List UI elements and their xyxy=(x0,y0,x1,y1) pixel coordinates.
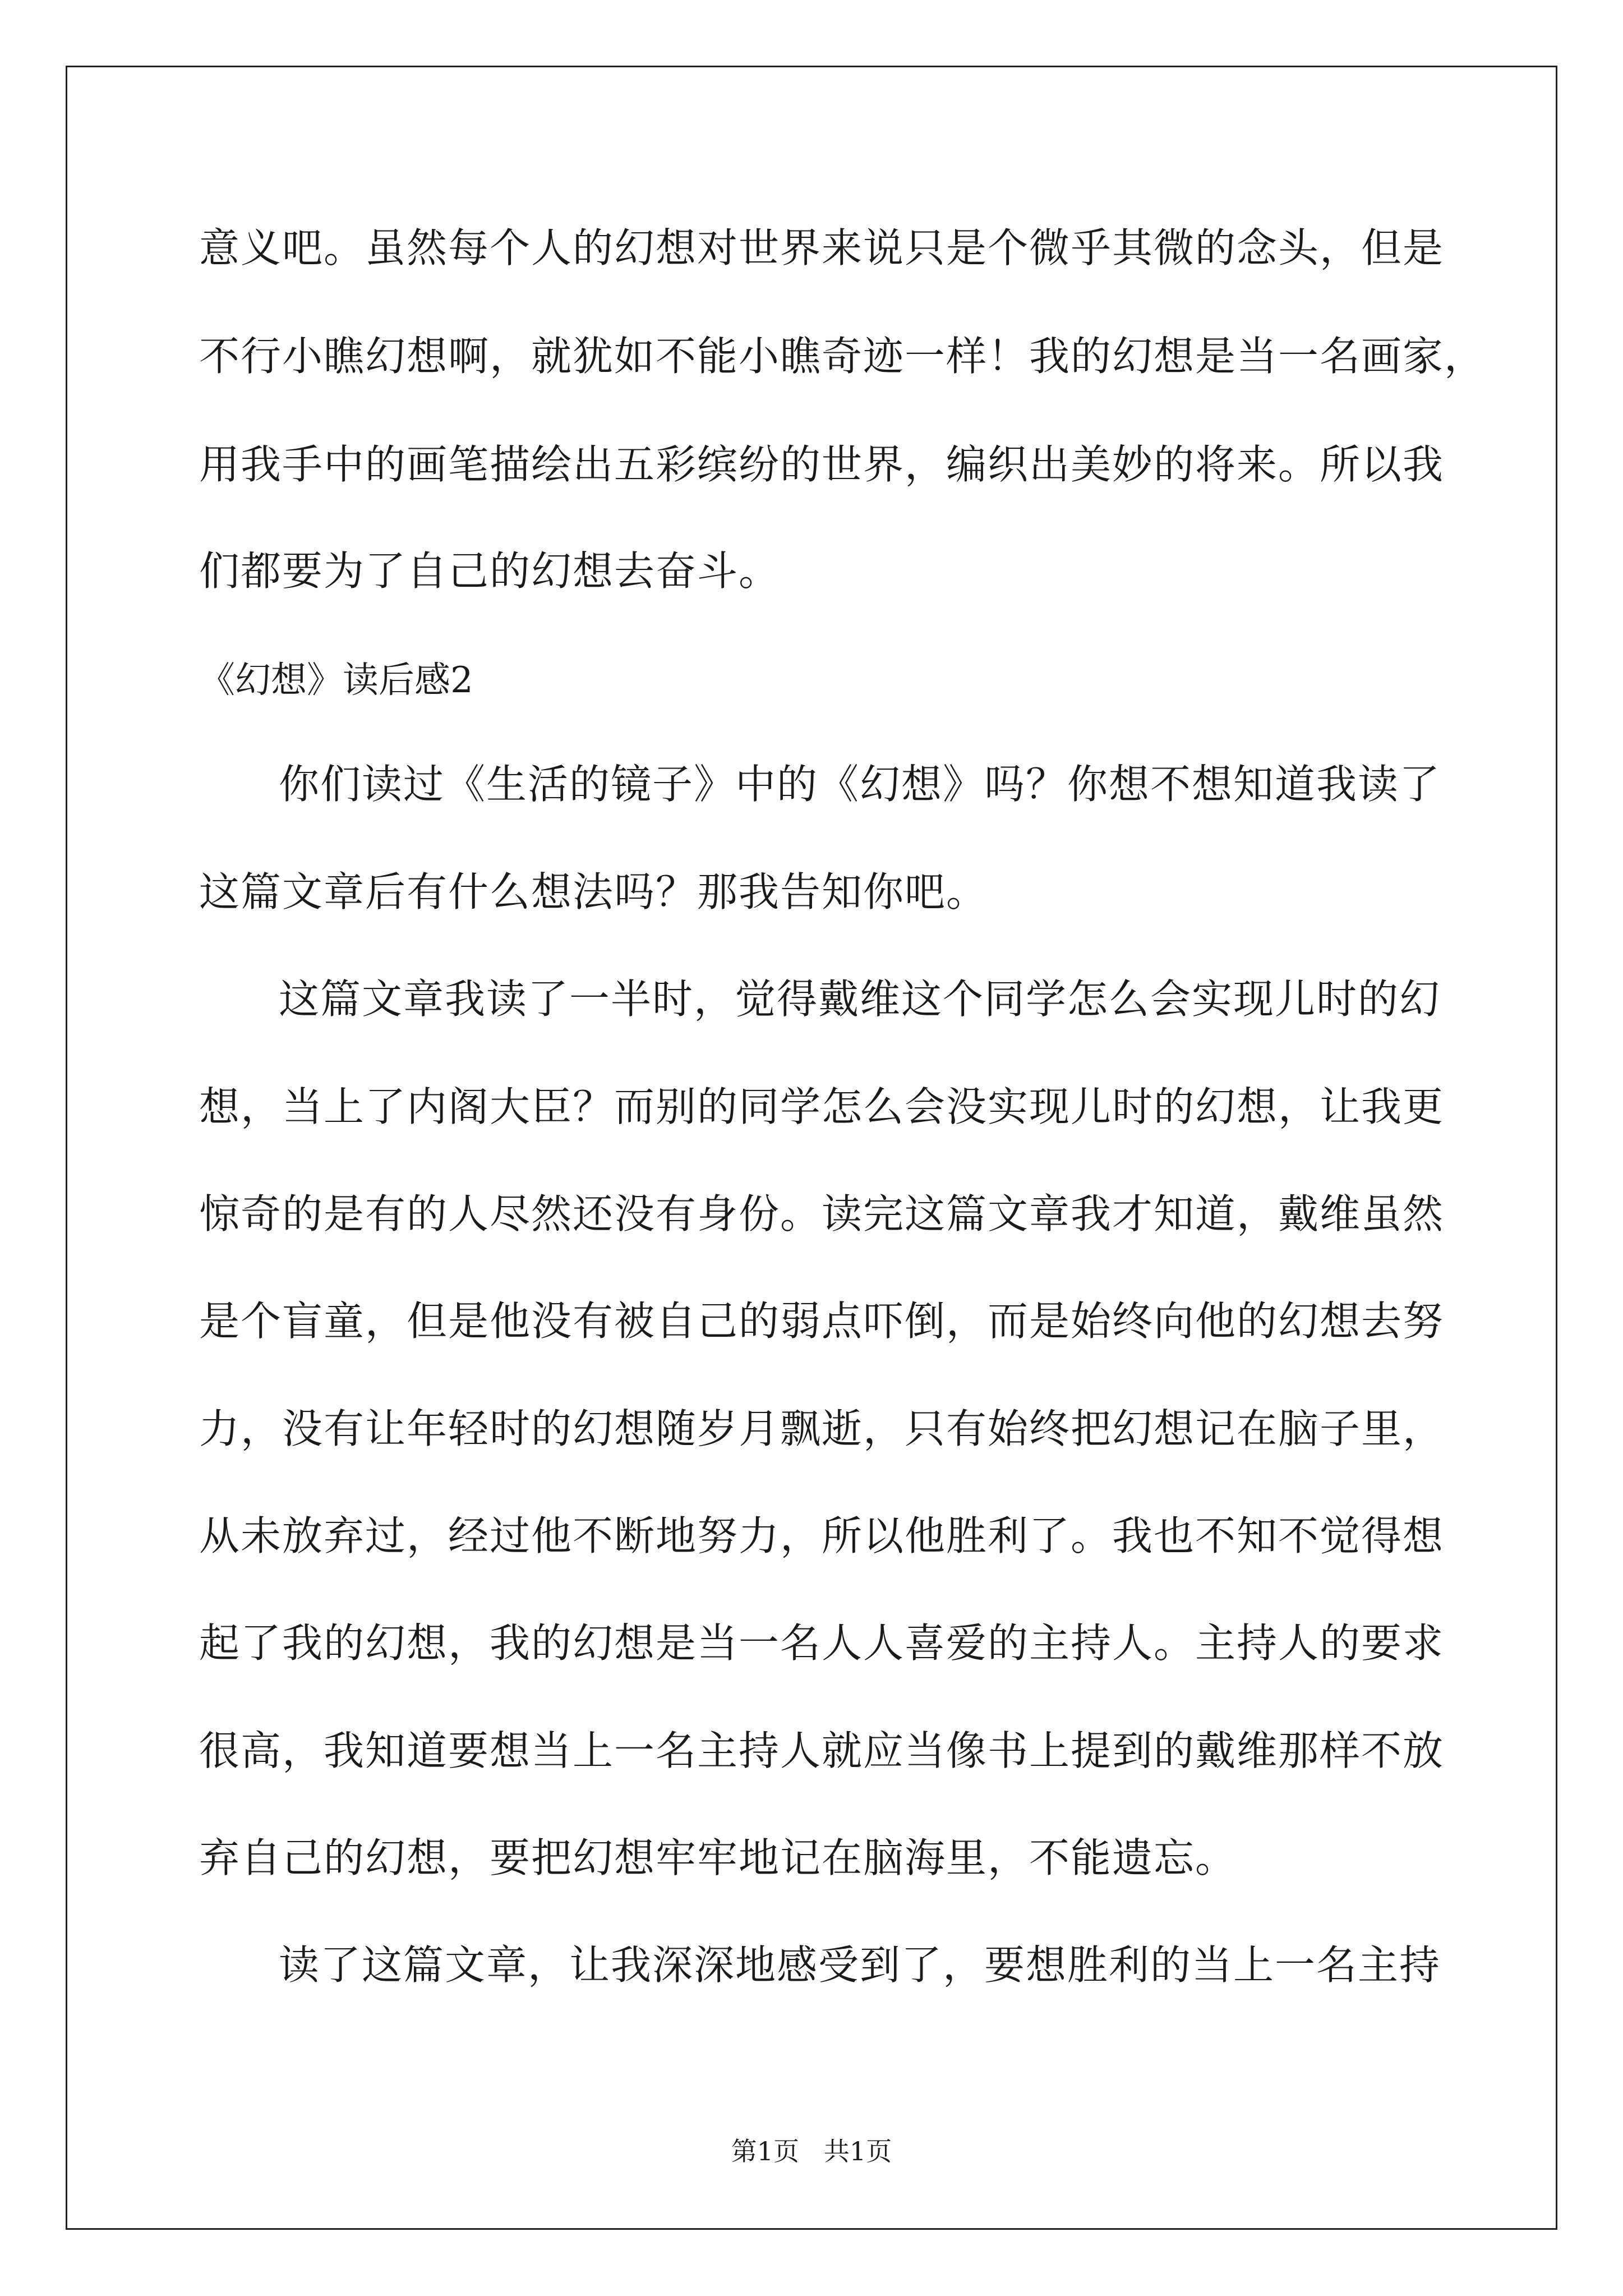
section-heading: 《幻想》读后感2 xyxy=(199,660,473,701)
body-line: 从未放弃过，经过他不断地努力，所以他胜利了。我也不知不觉得想 xyxy=(199,1512,1445,1559)
body-line: 用我手中的画笔描绘出五彩缤纷的世界，编织出美妙的将来。所以我 xyxy=(199,441,1445,488)
body-line: 你们读过《生活的镜子》中的《幻想》吗？你想不想知道我读了 xyxy=(279,761,1441,808)
body-line: 这篇文章后有什么想法吗？那我告知你吧。 xyxy=(199,868,988,915)
body-line: 想，当上了内阁大臣？而别的同学怎么会没实现儿时的幻想，让我更 xyxy=(199,1083,1445,1130)
body-line: 读了这篇文章，让我深深地感受到了，要想胜利的当上一名主持 xyxy=(279,1941,1441,1989)
body-line: 惊奇的是有的人尽然还没有身份。读完这篇文章我才知道，戴维虽然 xyxy=(199,1190,1445,1237)
body-line: 不行小瞧幻想啊，就犹如不能小瞧奇迹一样！我的幻想是当一名画家， xyxy=(199,333,1486,380)
body-line: 这篇文章我读了一半时，觉得戴维这个同学怎么会实现儿时的幻 xyxy=(279,976,1441,1023)
body-line: 弃自己的幻想，要把幻想牢牢地记在脑海里，不能遗忘。 xyxy=(199,1834,1237,1881)
body-line: 很高，我知道要想当上一名主持人就应当像书上提到的戴维那样不放 xyxy=(199,1727,1445,1774)
body-line: 意义吧。虽然每个人的幻想对世界来说只是个微乎其微的念头，但是 xyxy=(199,224,1445,272)
body-line: 是个盲童，但是他没有被自己的弱点吓倒，而是始终向他的幻想去努 xyxy=(199,1297,1445,1345)
body-line: 起了我的幻想，我的幻想是当一名人人喜爱的主持人。主持人的要求 xyxy=(199,1619,1445,1667)
body-line: 们都要为了自己的幻想去奋斗。 xyxy=(199,547,781,595)
page-footer: 第1页 共1页 xyxy=(731,2136,892,2166)
body-line: 力，没有让年轻时的幻想随岁月飘逝，只有始终把幻想记在脑子里， xyxy=(199,1405,1445,1452)
page-border xyxy=(66,66,1557,2230)
